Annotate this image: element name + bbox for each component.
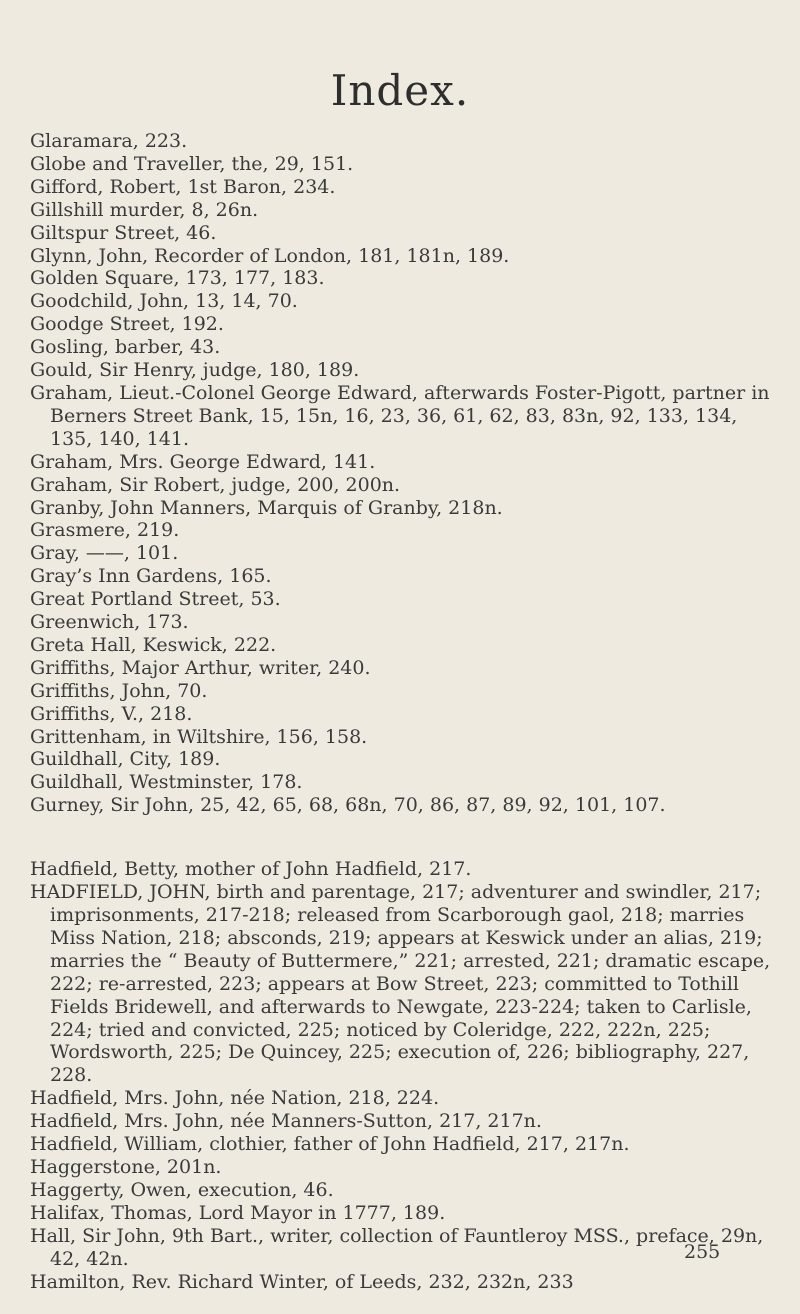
index-entry: Gray, ——, 101. (30, 542, 179, 565)
index-entry: Goodge Street, 192. (30, 313, 224, 336)
index-entry: Haggerty, Owen, execution, 46. (30, 1178, 334, 1201)
index-entry: Hadfield, Betty, mother of John Hadfield, 217. (30, 858, 472, 881)
index-entry: Hadfield, Mrs. John, née Nation, 218, 224. (30, 1087, 440, 1110)
index-entry: Haggerstone, 201n. (30, 1155, 222, 1178)
page-title: Index. (330, 66, 470, 115)
index-entry: Graham, Lieut.-Colonel George Edward, afterwards Foster-Pigott, partner in Berners Street Bank, 15, 15n, 16, 23, 36, 61, 62, 83, 83n, 92, 133, 134, 135, 140, 141. (30, 381, 770, 450)
index-entry: Grasmere, 219. (30, 519, 180, 542)
index-entry: Globe and Traveller, the, 29, 151. (30, 152, 354, 175)
index-entry: Glaramara, 223. (30, 130, 188, 152)
index-entry: Giltspur Street, 46. (30, 221, 217, 244)
index-entry: Golden Square, 173, 177, 183. (30, 267, 325, 290)
index-entry: Grittenham, in Wiltshire, 156, 158. (30, 725, 368, 748)
index-entry: Griffiths, Major Arthur, writer, 240. (30, 656, 371, 679)
index-entry: Great Portland Street, 53. (30, 588, 281, 611)
index-entry: Hadfield, William, clothier, father of John Hadfield, 217, 217n. (30, 1133, 630, 1156)
index-entry: Greenwich, 173. (30, 611, 189, 634)
index-entry: Gray’s Inn Gardens, 165. (30, 565, 272, 588)
index-entry: Griffiths, John, 70. (30, 679, 208, 702)
index-entry: Gurney, Sir John, 25, 42, 65, 68, 68n, 70, 86, 87, 89, 92, 101, 107. (30, 794, 666, 817)
index-entry: Graham, Mrs. George Edward, 141. (30, 450, 376, 473)
index-entry: Graham, Sir Robert, judge, 200, 200n. (30, 473, 401, 496)
index-entry: HADFIELD, JOHN, birth and parentage, 217; adventurer and swindler, 217; imprisonments, 217-218; released from Scarborough gaol, 218; marries Miss Nation, 218; absconds, 219; appears at Keswick under an alias, 219; marries the “ Beauty of Buttermere,” 221; arrested, 221; dramatic escape, 222; re-arrested, 223; appears at Bow Street, 223; committed to Tothill Fields Bridewell, and afterwards to Newgate, 223-224; taken to Carlisle, 224; tried and convicted, 225; noticed by Coleridge, 222, 222n, 225; Wordsworth, 225; De Quincey, 225; execution of, 226; bibliography, 227, 228. (30, 881, 771, 1087)
index-entry: Hamilton, Rev. Richard Winter, of Leeds, 232, 232n, 233 (30, 1270, 574, 1293)
index-entry: Guildhall, City, 189. (30, 748, 221, 771)
index-entry: Gillshill murder, 8, 26n. (30, 198, 259, 221)
index-entry: Hall, Sir John, 9th Bart., writer, collection of Fauntleroy MSS., preface, 29n, 42, 42n. (30, 1224, 764, 1270)
index-entry: Gould, Sir Henry, judge, 180, 189. (30, 359, 360, 382)
index-entry: Gosling, barber, 43. (30, 336, 221, 359)
index-entry: Goodchild, John, 13, 14, 70. (30, 290, 298, 313)
index-entry: Greta Hall, Keswick, 222. (30, 633, 277, 656)
section-gap (30, 817, 780, 858)
index-entry: Halifax, Thomas, Lord Mayor in 1777, 189. (30, 1201, 446, 1224)
index-entry: Glynn, John, Recorder of London, 181, 181n, 189. (30, 244, 510, 267)
index-entry: Gifford, Robert, 1st Baron, 234. (30, 175, 336, 198)
index-entry: Guildhall, Westminster, 178. (30, 771, 303, 794)
index-entry: Hadfield, Mrs. John, née Manners-Sutton, 217, 217n. (30, 1110, 542, 1133)
page-number: 255 (684, 1241, 721, 1263)
index-entry: Griffiths, V., 218. (30, 702, 193, 725)
index-entry: Granby, John Manners, Marquis of Granby, 218n. (30, 496, 503, 519)
index-entries (30, 130, 780, 1293)
